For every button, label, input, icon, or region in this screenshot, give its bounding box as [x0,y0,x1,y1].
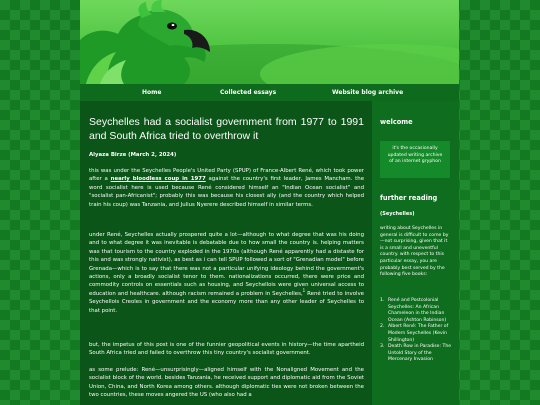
paragraph-text: against the country's first leader, James Mancham. the word socialist here is used because René considered himself an "Indian Ocean socialist" and "socialist pan-Africanist"; probably this was because his closest ally (and the country which helped train his coup) was Tanzania, and Julius Nyerere described himself in similar terms. [89,176,365,208]
page-wrapper [80,0,459,405]
list-number: 1. [380,298,385,303]
list-item [380,298,452,324]
sidebar-further-sub: (Seychelles) [380,211,415,217]
paragraph: as some prelude: René—unsurprisingly—aligned himself with the Nonaligned Movement and the socialist block of the world. besides Tanzania, he received support and diplomatic aid from the Soviet Union, China, and North Korea among others. although diplomatic ties were not broken between the two countries, these moves angered the US (who also had a [89,367,364,399]
post-title: Seychelles had a socialist government from 1977 to 1991 and South Africa tried to overthrow it [89,116,364,142]
sidebar-welcome-text: it's the occasionally updated writing archive of an internet gryphon [387,146,443,165]
book-title: Death Row in Paradise: The Untold Story of the Mercenary Invasion [388,344,452,363]
list-item [380,324,452,344]
main-navigation [80,84,459,101]
sidebar-further-title: further reading [380,194,438,202]
paragraph [89,231,364,315]
coup-link[interactable]: nearly bloodless coup in 1977 [110,176,206,183]
list-number: 3. [380,344,385,350]
sidebar-welcome-title: welcome [380,118,413,126]
paragraph [89,167,364,209]
gryphon-mascot-icon [80,0,459,84]
book-list [380,298,452,364]
book-title: René and Postcolonial Seychelles: An African Chameleon in the Indian Ocean (Ashton Robinson) [388,298,447,323]
paragraph-text: under René, Seychelles actually prospered quite a lot—although to what degree that was his doing and to what degree it was inevitable is debatable due to how small the country is. helping matters was that tourism to the country exploded in the 1970s (although René apparently had a distaste for this and was strongly nativist), as best as i can tell SPUP followed a sort of "Grenadian model" before Grenada—which is to say that there was not a particular unifying ideology behind the government's actions, only a broadly socialist tenor to them. nationalizations occurred, there were price and commodity controls on essentials such as housing, and Seychellois were given universal access to education and healthcare. although racism remained a problem in Seychelles, [89,232,364,297]
post-content [80,101,372,405]
paragraph: but, the impetus of this post is one of the funnier geopolitical events in history—the time apartheid South Africa tried and failed to overthrow this tiny country's socialist government. [89,342,364,357]
list-number: 2. [380,324,385,330]
sidebar-further-text: writing about Seychelles in general is difficult to come by—not surprising, given that it is a small and uneventful country. with respect to this particular essay, you are probably best served by the following five books: [380,226,449,278]
site-banner [80,0,459,84]
book-title: Albert René: The Father of Modern Seychelles (Kevin Shillington) [388,324,449,343]
nav-link-blog-archive[interactable]: Website blog archive [332,89,404,96]
sidebar [372,101,459,405]
paragraph-text: René tried to involve Seychellois Creoles in government and the economy more than any other leader of Seychelles to that point. [89,290,364,314]
sidebar-welcome-box [380,141,450,178]
post-byline: Alyaza Birze (March 2, 2024) [89,152,177,158]
paragraph-text: this was under the Seychelles People's United Party (SPUP) of France-Albert René, which took power after a [89,168,364,183]
nav-link-home[interactable]: Home [142,89,162,96]
list-item [380,344,452,364]
nav-link-collected-essays[interactable]: Collected essays [220,89,277,96]
footnote-ref[interactable]: 1 [302,288,306,294]
